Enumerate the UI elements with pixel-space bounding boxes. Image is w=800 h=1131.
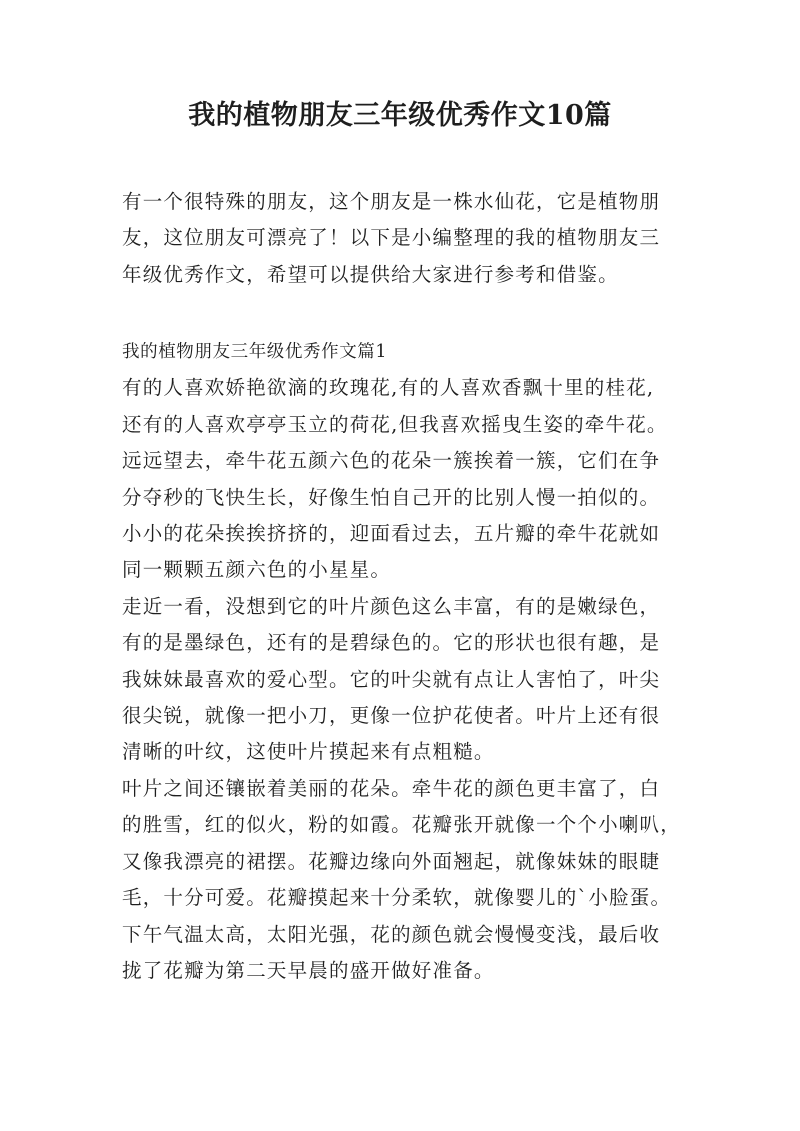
- body-line: 小小的花朵挨挨挤挤的，迎面看过去，五片瓣的牵牛花就如: [122, 522, 661, 546]
- intro-paragraph: [122, 184, 692, 293]
- body-line: 有的是墨绿色，还有的是碧绿色的。它的形状也很有趣，是: [122, 631, 661, 655]
- section-heading: 我的植物朋友三年级优秀作文篇1: [122, 342, 388, 362]
- body-line: 毛，十分可爱。花瓣摸起来十分柔软，就像婴儿的`小脸蛋。: [122, 886, 672, 910]
- body-line: 我妹妹最喜欢的爱心型。它的叶尖就有点让人害怕了，叶尖: [122, 667, 661, 691]
- body-line: 拢了花瓣为第二天早晨的盛开做好准备。: [122, 958, 495, 982]
- body-line: 叶片之间还镶嵌着美丽的花朵。牵牛花的颜色更丰富了，白: [122, 776, 661, 800]
- body-line: 的胜雪，红的似火，粉的如霞。花瓣张开就像一个个小喇叭，: [122, 813, 681, 837]
- body-line: 很尖锐，就像一把小刀，更像一位护花使者。叶片上还有很: [122, 704, 661, 728]
- intro-line: 友，这位朋友可漂亮了！以下是小编整理的我的植物朋友三: [122, 226, 661, 250]
- body-line: 分夺秒的飞快生长，好像生怕自己开的比别人慢一拍似的。: [122, 485, 661, 509]
- body-line: 还有的人喜欢亭亭玉立的荷花,但我喜欢摇曳生姿的牵牛花。: [122, 412, 668, 436]
- page-title: 我的植物朋友三年级优秀作文10篇: [188, 100, 612, 131]
- body-line: 清晰的叶纹，这使叶片摸起来有点粗糙。: [122, 740, 495, 764]
- body-line: 远远望去，牵牛花五颜六色的花朵一簇挨着一簇，它们在争: [122, 449, 661, 473]
- intro-line: 有一个很特殊的朋友，这个朋友是一株水仙花，它是植物朋: [122, 190, 661, 213]
- body-line: 下午气温太高，太阳光强，花的颜色就会慢慢变浅，最后收: [122, 922, 661, 946]
- intro-line: 年级优秀作文，希望可以提供给大家进行参考和借鉴。: [122, 262, 619, 286]
- body-line: 走近一看，没想到它的叶片颜色这么丰富，有的是嫩绿色，: [122, 594, 661, 618]
- body-line: 又像我漂亮的裙摆。花瓣边缘向外面翘起，就像妹妹的眼睫: [122, 849, 661, 873]
- body-line: 有的人喜欢娇艳欲滴的玫瑰花,有的人喜欢香飘十里的桂花,: [122, 376, 655, 400]
- essay-section-1: [122, 334, 692, 989]
- body-line: 同一颗颗五颜六色的小星星。: [122, 558, 392, 582]
